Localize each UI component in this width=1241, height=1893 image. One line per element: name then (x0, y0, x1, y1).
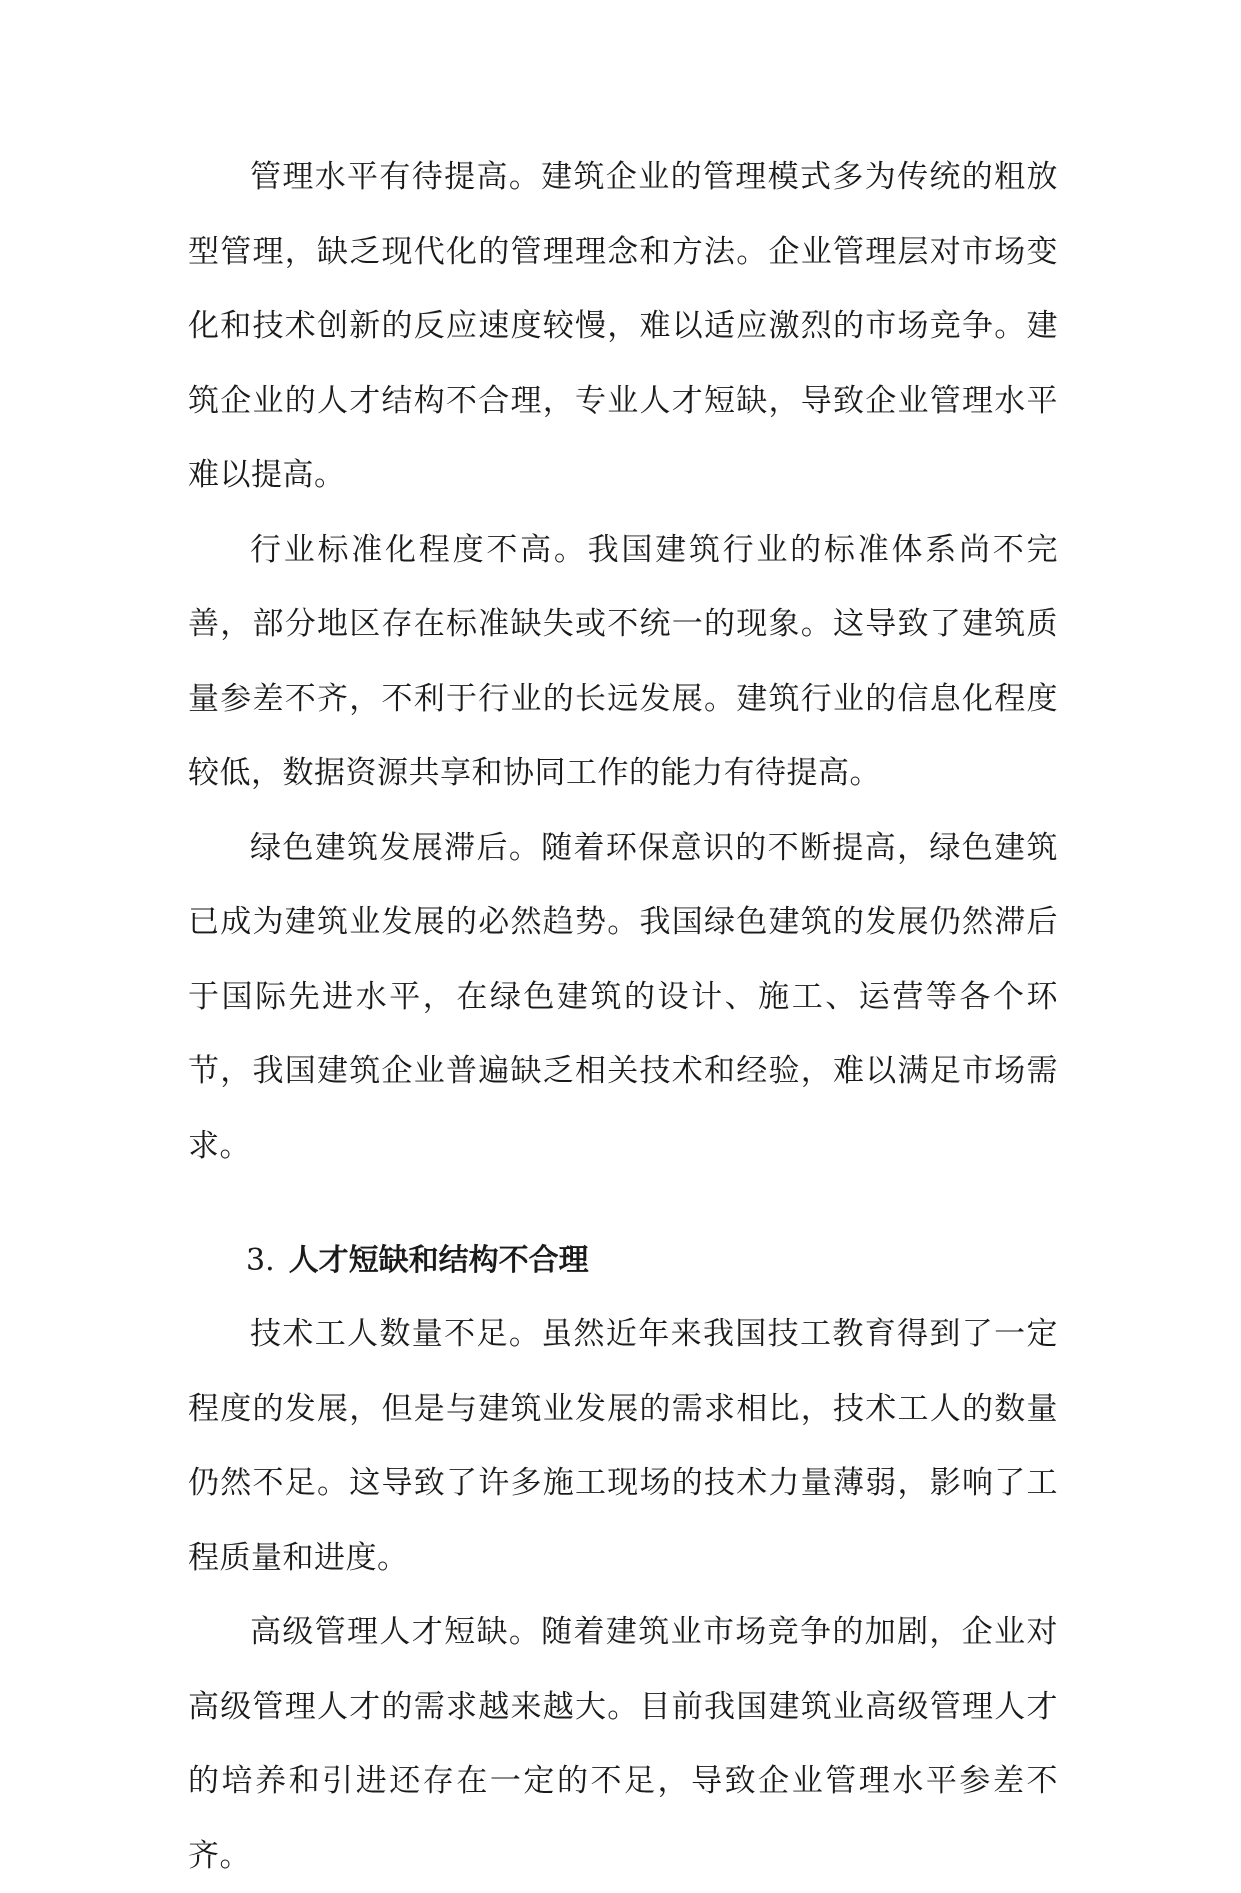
section-number: 3. (246, 1243, 275, 1278)
paragraph-senior-management-talent: 高级管理人才短缺。随着建筑业市场竞争的加剧，企业对高级管理人才的需求越来越大。目前我国建筑业高级管理人才的培养和引进还存在一定的不足，导致企业管理水平参差不齐。 (188, 1614, 1058, 1874)
paragraph-management-level: 管理水平有待提高。建筑企业的管理模式多为传统的粗放型管理，缺乏现代化的管理理念和方法。企业管理层对市场变化和技术创新的反应速度较慢，难以适应激烈的市场竞争。建筑企业的人才结构不合理，专业人才短缺，导致企业管理水平难以提高。 (188, 159, 1058, 493)
paragraph-green-building: 绿色建筑发展滞后。随着环保意识的不断提高，绿色建筑已成为建筑业发展的必然趋势。我国绿色建筑的发展仍然滞后于国际先进水平，在绿色建筑的设计、施工、运营等各个环节，我国建筑企业普遍缺乏相关技术和经验，难以满足市场需求。 (188, 829, 1058, 1164)
paragraph-skilled-workers: 技术工人数量不足。虽然近年来我国技工教育得到了一定程度的发展，但是与建筑业发展的需求相比，技术工人的数量仍然不足。这导致了许多施工现场的技术力量薄弱，影响了工程质量和进度。 (188, 1316, 1058, 1576)
document-body (188, 140, 1058, 1893)
paragraph-industry-standardization: 行业标准化程度不高。我国建筑行业的标准体系尚不完善，部分地区存在标准缺失或不统一的现象。这导致了建筑质量参差不齐，不利于行业的长远发展。建筑行业的信息化程度较低，数据资源共享和协同工作的能力有待提高。 (188, 531, 1058, 791)
section-heading (188, 1233, 1058, 1289)
section-title: 人才短缺和结构不合理 (288, 1243, 589, 1278)
